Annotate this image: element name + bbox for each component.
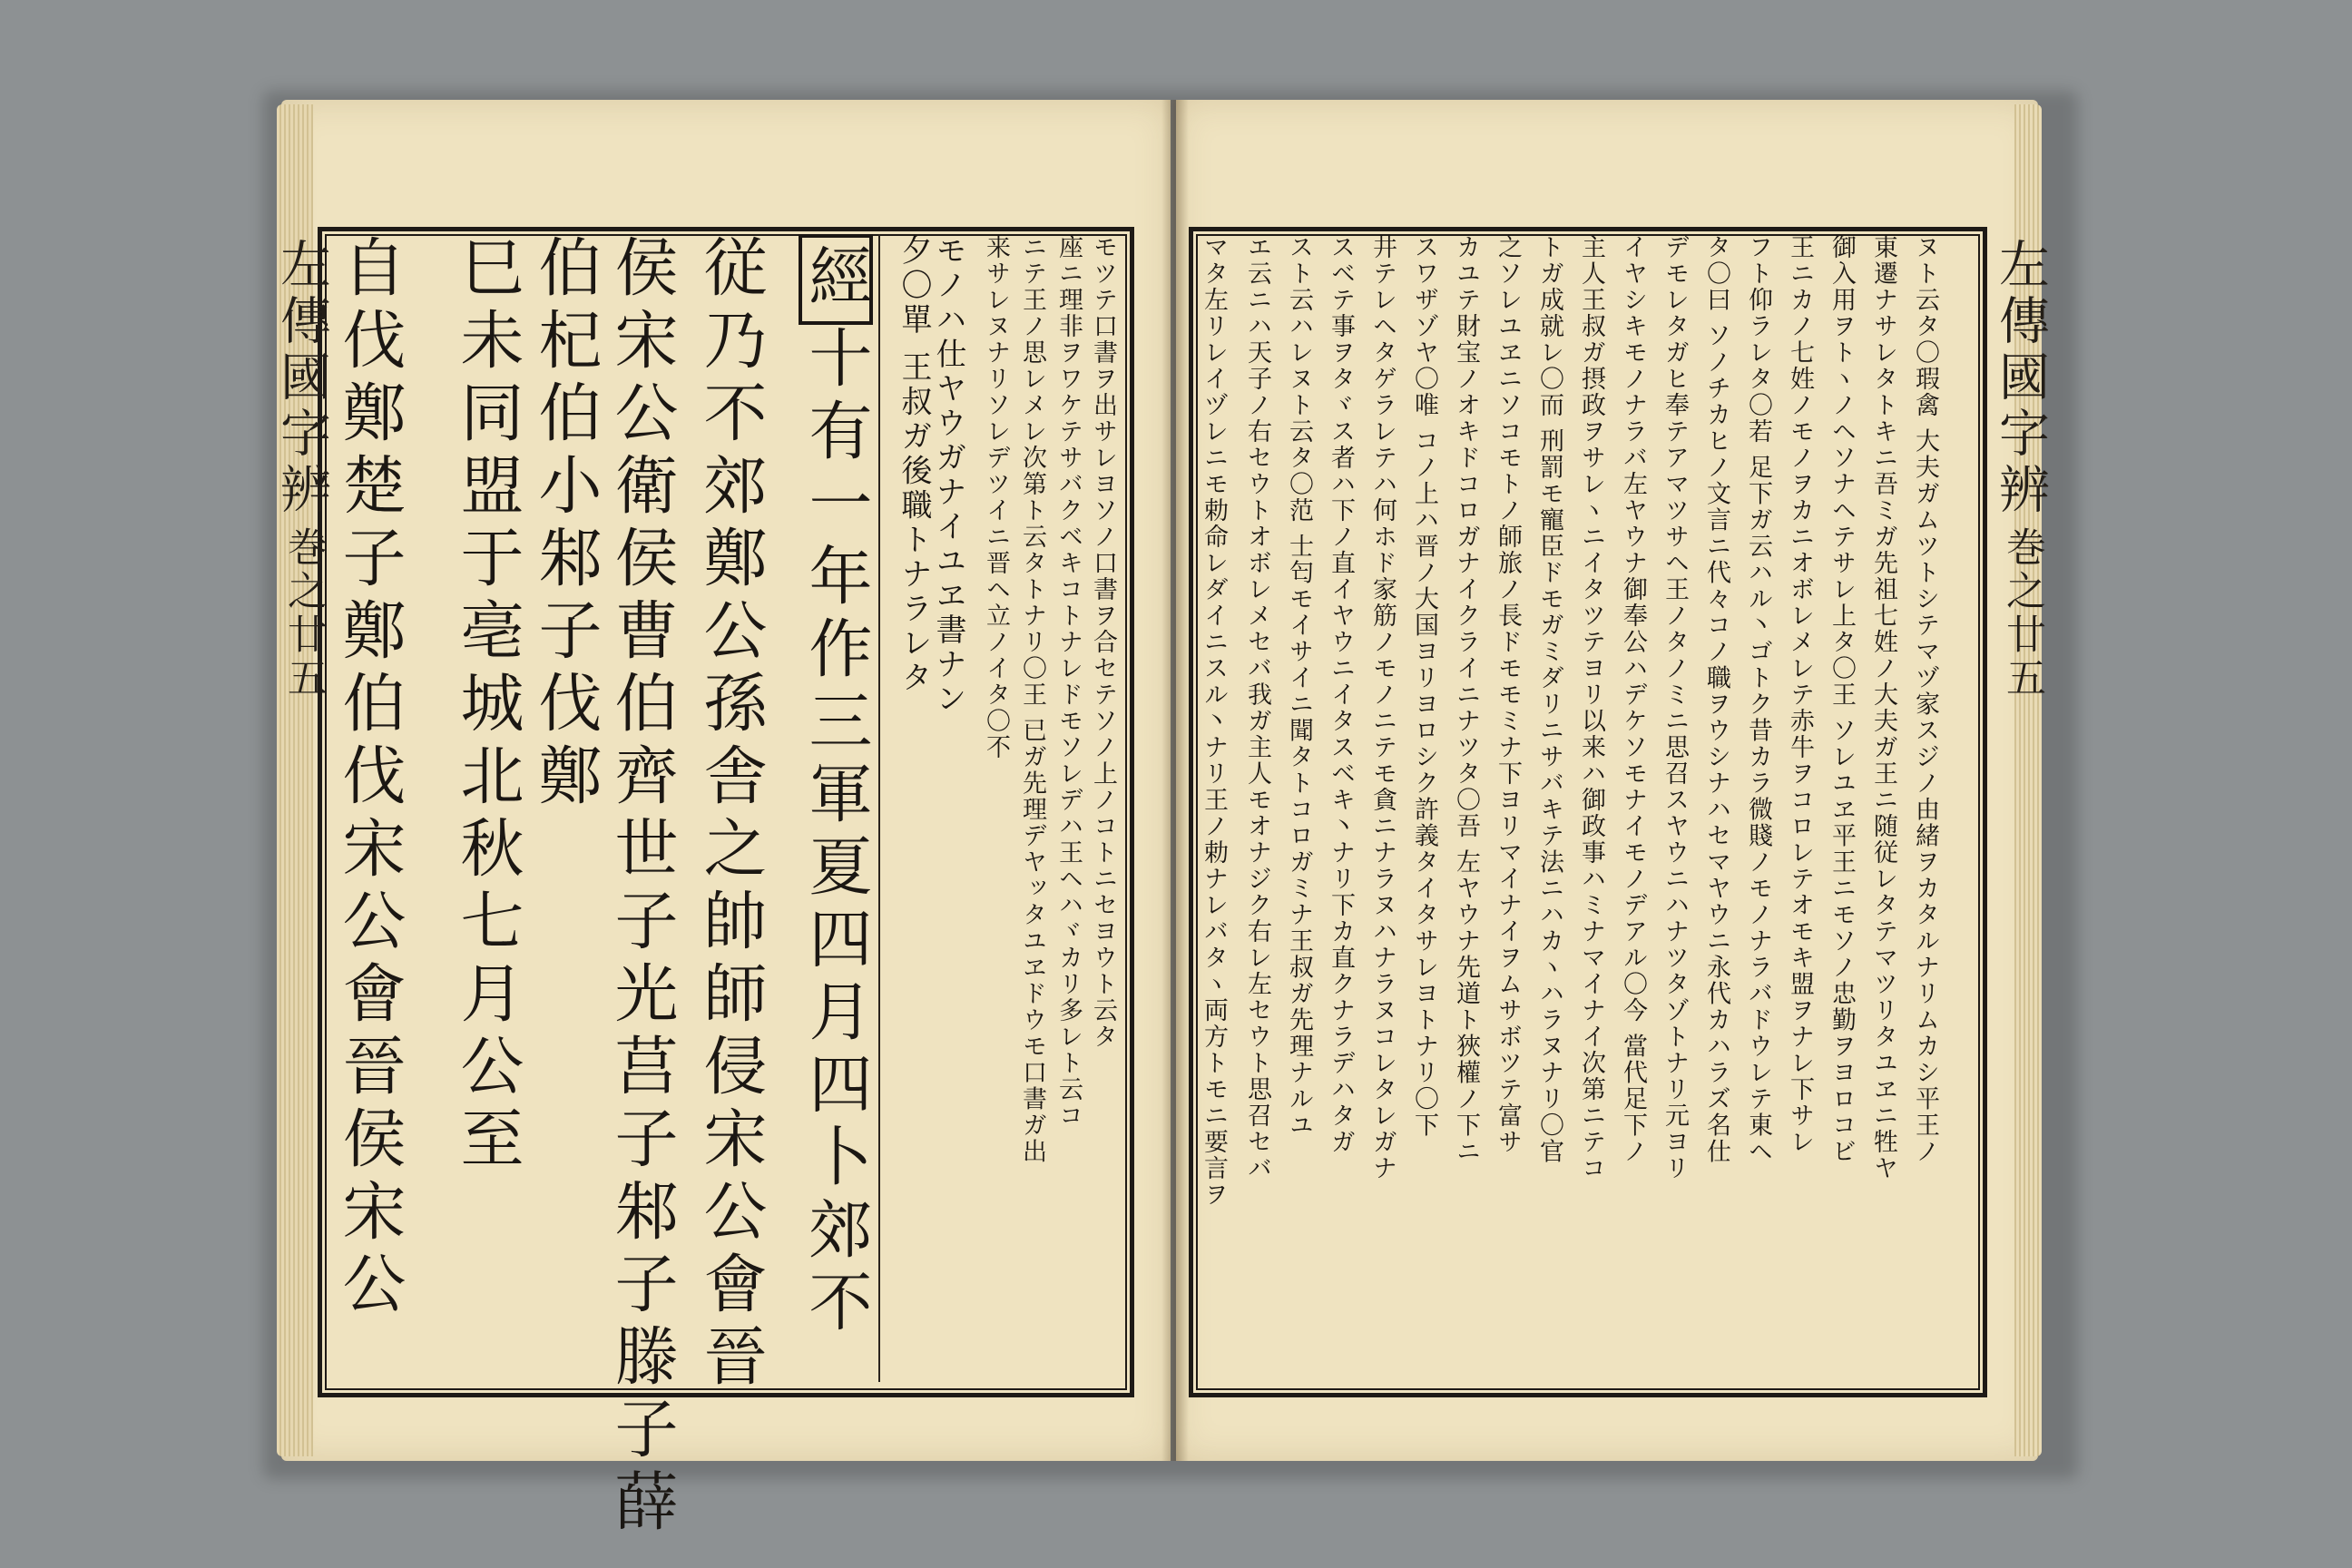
left-main-col-2: 巳未同盟于亳城北秋七月公至 xyxy=(450,234,524,1178)
left-main-col-4: 侯宋公衛侯曹伯齊世子光莒子邾子滕子薛 xyxy=(604,234,679,1541)
right-col-10: 主人王叔ガ摂政ヲサレヽニイタツテヨリ以来ハ御政事ハミナマイナイ次第ニテコ xyxy=(1577,234,1605,1181)
left-note-col-5: 座ニ理非ヲワケテサバクベキコトナレドモソレデハ王ヘハヾカリ多レト云コ xyxy=(1054,234,1083,1129)
right-col-5: 井テレヘタゲラレテハ何ホド家筋ノモノニテモ貪ニナラヌハナラヌコレタレガナ xyxy=(1368,234,1396,1181)
left-main-col-3: 伯杞伯小邾子伐鄭 xyxy=(528,234,603,815)
left-main-col-6 xyxy=(799,234,873,1341)
left-note-col-6: モツテ口書ヲ出サレヨソノ口書ヲ合セテソノ上ノコトニセヨウト云タ xyxy=(1089,234,1117,1050)
left-separator xyxy=(878,234,880,1382)
right-col-2: エ云ニハ天子ノ右セウトオボレメセバ我ガ主人モオナジク右レ左セウト思召セバ xyxy=(1243,234,1271,1181)
right-col-14: フト仰ラレタ〇若 足下ガ云ハル丶ゴトク昔カラ微賤ノモノナラバドウレテ東ヘ xyxy=(1744,234,1772,1165)
right-col-16: 御入用ヲトヽノヘソナヘテサレ上タ〇王 ソレユヱ平王ニモソノ忠勤ヲヨロコビ xyxy=(1828,234,1856,1165)
right-col-6: スワザゾヤ〇唯 コノ上ハ晋ノ大国ヨリヨロシク許義タイタサレヨトナリ〇下 xyxy=(1410,234,1438,1139)
right-col-4: スベテ事ヲタヾス者ハ下ノ直イヤウニイタスベキ丶ナリ下カ直クナラデハタガ xyxy=(1327,234,1355,1155)
jing-label: 經 xyxy=(799,234,873,325)
left-note-col-1: 夕〇單 王叔ガ後職トナラレタ xyxy=(896,234,932,696)
left-page-title: 左傳國字辨 xyxy=(272,238,331,519)
right-page-title: 左傳國字辨 xyxy=(1991,238,2050,519)
right-col-18: ヌト云タ〇瑕禽 大夫ガムツトシテマヅ家スジノ由緒ヲカタルナリムカシ平王ノ xyxy=(1911,234,1939,1165)
right-col-9: トガ成就レ〇而 刑罰モ寵臣ドモガミダリニサバキテ法ニハカヽハラヌナリ〇官 xyxy=(1535,234,1563,1165)
book-gutter xyxy=(1161,100,1189,1461)
right-col-17: 東遷ナサレタトキニ吾ミガ先祖七姓ノ大夫ガ王ニ随従レタテマツリタユヱニ牲ヤ xyxy=(1869,234,1897,1181)
right-col-11: イヤシキモノナラバ左ヤウナ御奉公ハデケソモナイモノデアル〇今 當代足下ノ xyxy=(1619,234,1647,1165)
right-col-8: 之ソレユヱニソコモトノ師旅ノ長ドモモミナ下ヨリマイナイヲムサボツテ富サ xyxy=(1494,234,1522,1155)
left-note-col-4: ニテ王ノ思レメレ次第ト云タトナリ〇王 已ガ先理デヤッタユヱドウモ口書ガ出 xyxy=(1018,234,1046,1165)
left-main-col-1: 自伐鄭楚子鄭伯伐宋公會晉侯宋公 xyxy=(332,234,407,1323)
right-col-7: カユテ財宝ノオキドコロガナイクライニナツタ〇吾 左ヤウナ先道ト狹權ノ下ニ xyxy=(1452,234,1480,1165)
left-main-col-6-text: 十有一年作三軍夏四月四卜郊不 xyxy=(799,325,873,1341)
right-col-13: タ〇曰 ソノチカヒノ文言ニ代々コノ職ヲウシナハセマヤウニ永代カハラズ名仕 xyxy=(1702,234,1730,1165)
right-col-15: 王ニカノ七姓ノモノヲカニオボレメレテ赤牛ヲコロレテオモキ盟ヲナレ下サレ xyxy=(1786,234,1814,1155)
right-page-volume: 巻之廿五 xyxy=(1999,526,2045,701)
right-col-3: スト云ハレヌト云タ〇范 士匄モイサイニ聞タトコロガミナ王叔ガ先理ナルユ xyxy=(1285,234,1313,1139)
left-note-col-2: モノハ仕ヤウガナイユヱ書ナン xyxy=(930,234,966,717)
right-col-12: デモレタガヒ奉テアマツサヘ王ノタノミニ思召スヤウニハナツタゾトナリ元ヨリ xyxy=(1661,234,1689,1181)
left-main-col-5: 従乃不郊鄭公孫舎之帥師侵宋公會晉 xyxy=(693,234,768,1396)
left-note-col-3: 来サレヌナリソレデツイニ晋ヘ立ノイタ〇不 xyxy=(982,234,1010,760)
right-col-1: マタ左リレイヅレニモ勅命レダイニスル丶ナリ王ノ勅ナレバタヽ両方トモニ要言ヲ xyxy=(1200,234,1228,1208)
left-page-volume: 巻之廿五 xyxy=(280,526,327,701)
